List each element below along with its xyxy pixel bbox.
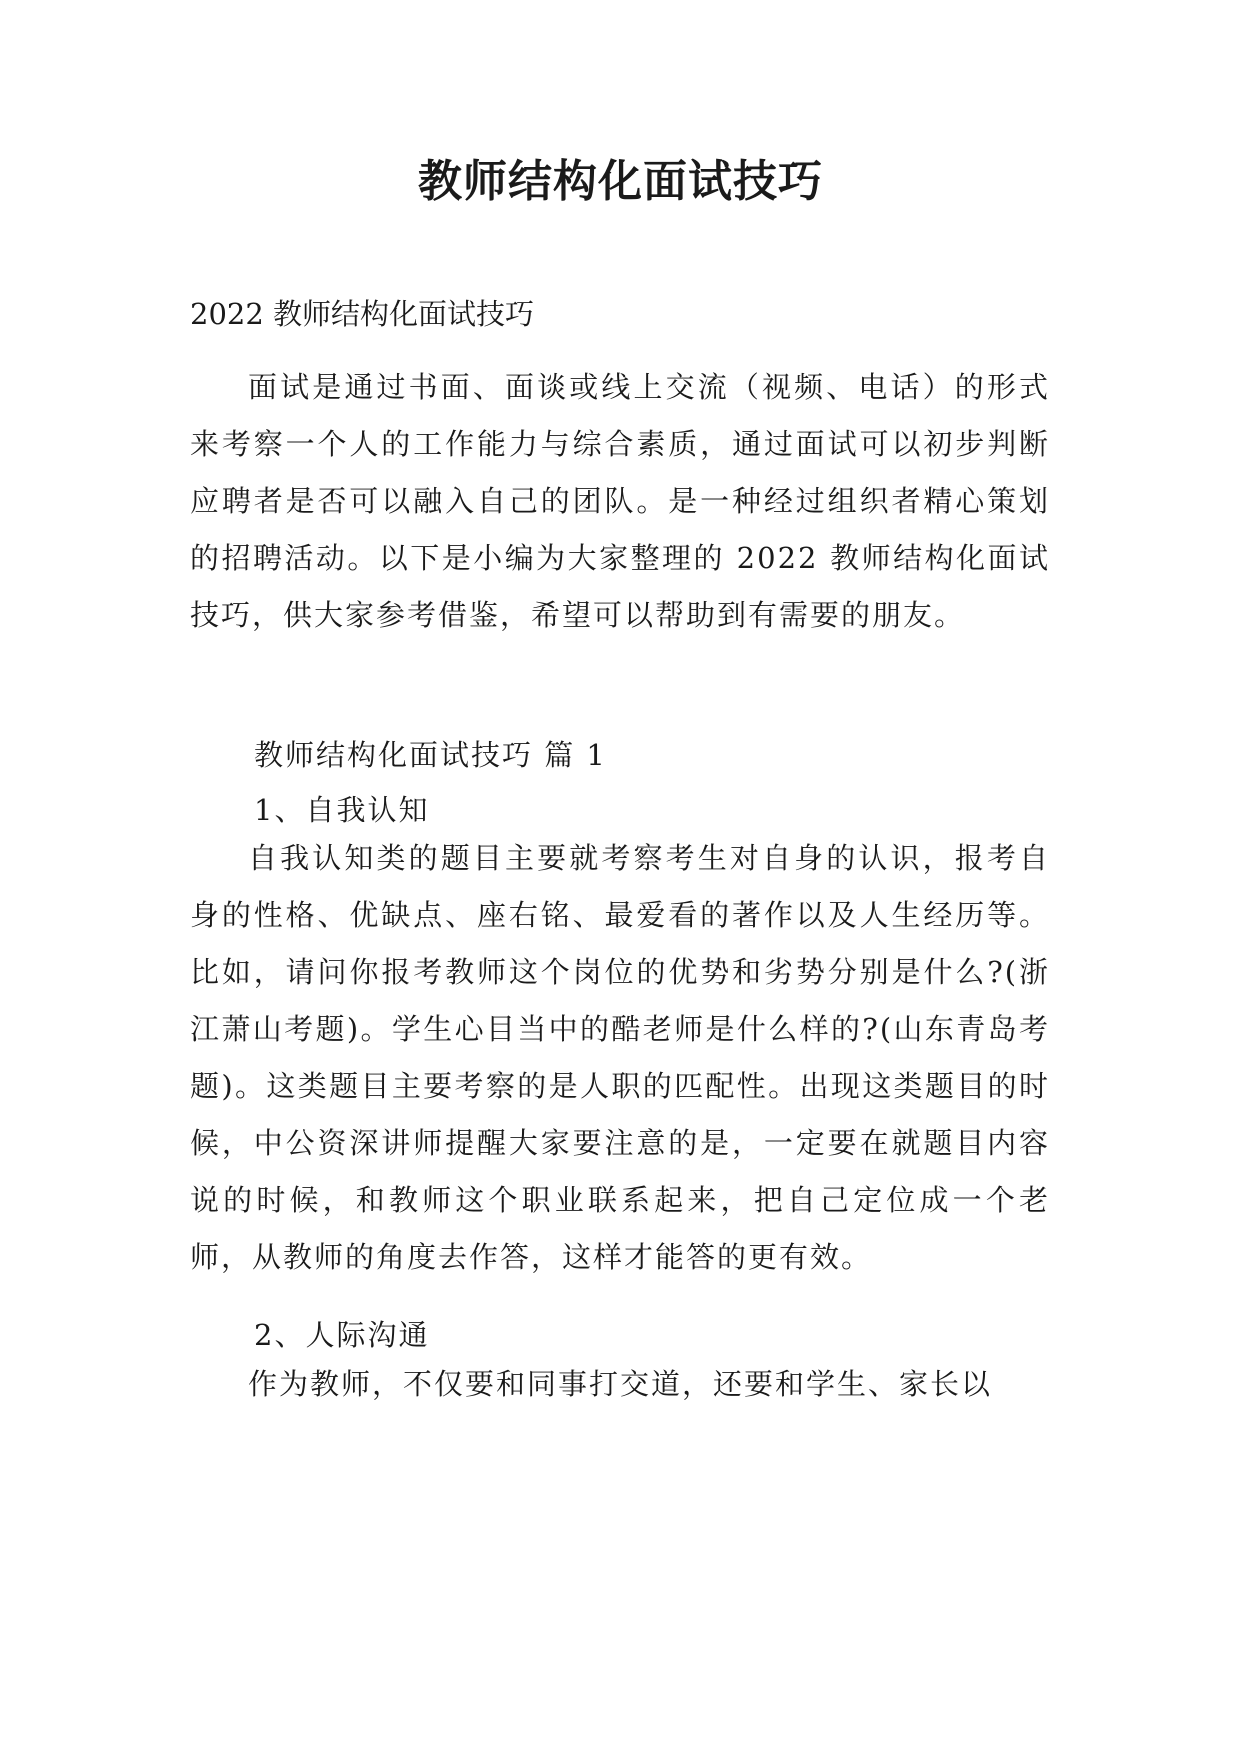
item2-heading: 2、人际沟通 <box>254 1318 430 1352</box>
item1-heading: 1、自我认知 <box>254 793 430 827</box>
intro-paragraph: 面试是通过书面、面谈或线上交流（视频、电话）的形式来考察一个人的工作能力与综合素质，通过面试可以初步判断应聘者是否可以融入自己的团队。是一种经过组织者精心策划的招聘活动。以下是小编为大家整理的 2022 教师结构化面试技巧，供大家参考借鉴，希望可以帮助到有需要的朋友。 <box>190 370 1050 632</box>
section-title: 教师结构化面试技巧 篇 1 <box>254 738 607 772</box>
document-title: 教师结构化面试技巧 <box>418 156 823 207</box>
item2-paragraph: 作为教师，不仅要和同事打交道，还要和学生、家长以 <box>248 1367 993 1401</box>
document-subtitle: 2022 教师结构化面试技巧 <box>190 297 535 331</box>
item1-paragraph: 自我认知类的题目主要就考察考生对自身的认识，报考自身的性格、优缺点、座右铭、最爱看的著作以及人生经历等。比如，请问你报考教师这个岗位的优势和劣势分别是什么?(浙江萧山考题)。学生心目当中的酷老师是什么样的?(山东青岛考题)。这类题目主要考察的是人职的匹配性。出现这类题目的时候，中公资深讲师提醒大家要注意的是，一定要在就题目内容说的时候，和教师这个职业联系起来，把自己定位成一个老师，从教师的角度去作答，这样才能答的更有效。 <box>190 841 1050 1274</box>
